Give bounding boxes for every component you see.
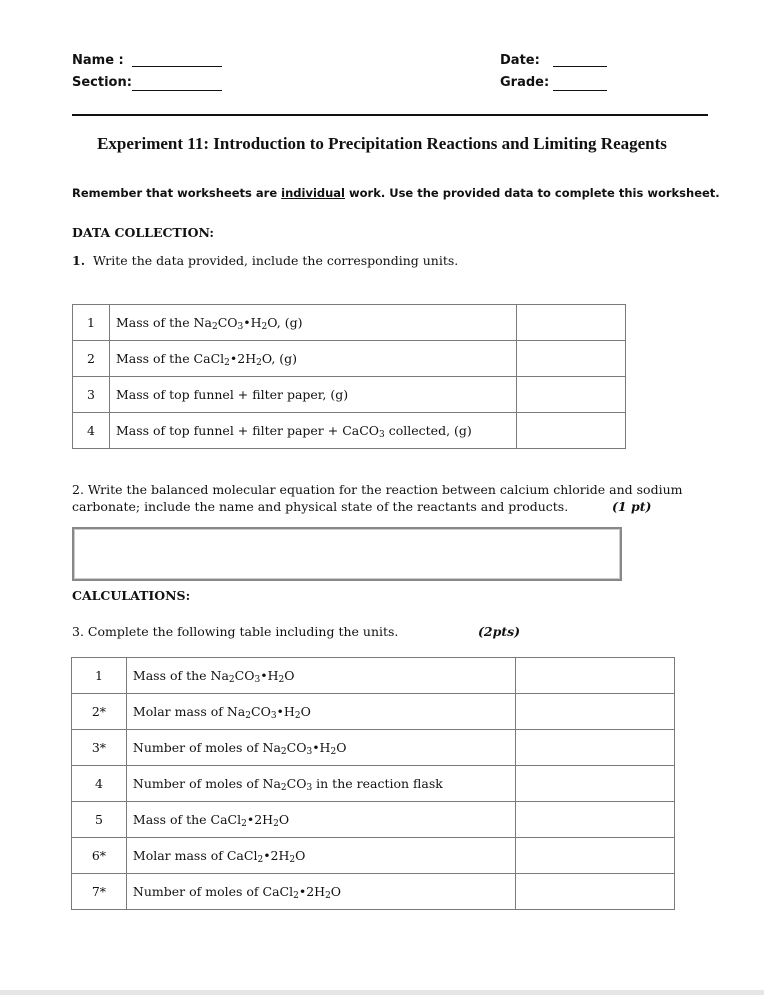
reminder-emphasis: individual	[281, 186, 346, 200]
row-label: Mass of the $Na_2CO_3•H_2O$, (g)	[109, 305, 516, 341]
data-collection-table	[72, 304, 626, 449]
calculations-table	[71, 657, 675, 910]
row-label: Number of moles of $CaCl_2•2H_2O$	[126, 874, 515, 910]
row-number: 3	[73, 377, 110, 413]
answer-cell[interactable]	[516, 766, 675, 802]
table-row	[72, 730, 675, 766]
date-field[interactable]	[553, 66, 607, 67]
row-label: Number of moles of $Na_2CO_3•H_2O$	[126, 730, 515, 766]
q2-line1: 2. Write the balanced molecular equation for the reaction between calcium chloride and sodium	[72, 482, 683, 497]
calculations-heading: CALCULATIONS:	[72, 588, 191, 603]
answer-cell[interactable]	[517, 413, 626, 449]
row-number: 2*	[72, 694, 127, 730]
reminder-before: Remember that worksheets are	[72, 186, 282, 200]
table-row	[73, 413, 626, 449]
table-row	[72, 802, 675, 838]
row-number: 5	[72, 802, 127, 838]
section-label: Section:	[72, 75, 132, 90]
answer-cell[interactable]	[516, 802, 675, 838]
table-row	[73, 341, 626, 377]
name-field[interactable]	[132, 66, 222, 67]
answer-cell[interactable]	[516, 694, 675, 730]
q2-points: (1 pt)	[612, 499, 652, 514]
row-number: 7*	[72, 874, 127, 910]
table-row	[72, 694, 675, 730]
table-row	[73, 377, 626, 413]
table-row	[72, 766, 675, 802]
answer-cell[interactable]	[517, 305, 626, 341]
row-number: 2	[73, 341, 110, 377]
header-divider	[72, 114, 708, 116]
row-label: Mass of the $CaCl_2•2H_2O$, (g)	[109, 341, 516, 377]
row-number: 4	[73, 413, 110, 449]
table-row	[72, 658, 675, 694]
reminder-text	[72, 186, 720, 200]
answer-cell[interactable]	[517, 341, 626, 377]
row-label: Mass of top funnel + filter paper, (g)	[109, 377, 516, 413]
q3-points: (2pts)	[478, 624, 521, 639]
row-number: 1	[73, 305, 110, 341]
answer-cell[interactable]	[516, 838, 675, 874]
answer-cell[interactable]	[516, 658, 675, 694]
answer-cell[interactable]	[516, 874, 675, 910]
row-label: Molar mass of $Na_2CO_3•H_2O$	[126, 694, 515, 730]
table-row	[72, 874, 675, 910]
row-label: Mass of top funnel + filter paper + CaCO$_3$ collected, (g)	[109, 413, 516, 449]
grade-field[interactable]	[553, 90, 607, 91]
q2-line2: carbonate; include the name and physical state of the reactants and products.	[72, 499, 569, 514]
q1-number: 1.	[72, 253, 86, 268]
page-title: Experiment 11: Introduction to Precipitation Reactions and Limiting Reagents	[97, 134, 667, 153]
table-row	[72, 838, 675, 874]
row-number: 4	[72, 766, 127, 802]
q1-prompt	[72, 253, 458, 268]
row-label: Number of moles of $Na_2CO_3$ in the reaction flask	[126, 766, 515, 802]
table-row	[73, 305, 626, 341]
row-label: Molar mass of $CaCl_2•2H_2O$	[126, 838, 515, 874]
row-number: 6*	[72, 838, 127, 874]
row-label: Mass of the $CaCl_2•2H_2O$	[126, 802, 515, 838]
page-bottom-edge	[0, 990, 764, 995]
q3-text: 3. Complete the following table including the units.	[72, 624, 399, 639]
data-collection-heading: DATA COLLECTION:	[72, 225, 215, 240]
section-field[interactable]	[132, 90, 222, 91]
row-label: Mass of the $Na_2CO_3•H_2O$	[126, 658, 515, 694]
answer-cell[interactable]	[517, 377, 626, 413]
name-label: Name :	[72, 53, 124, 68]
date-label: Date:	[500, 53, 540, 68]
row-number: 3*	[72, 730, 127, 766]
answer-cell[interactable]	[516, 730, 675, 766]
grade-label: Grade:	[500, 75, 550, 90]
row-number: 1	[72, 658, 127, 694]
equation-answer-box[interactable]	[72, 527, 622, 581]
reminder-after: work. Use the provided data to complete this worksheet.	[345, 186, 720, 200]
q1-text: Write the data provided, include the corresponding units.	[93, 253, 459, 268]
